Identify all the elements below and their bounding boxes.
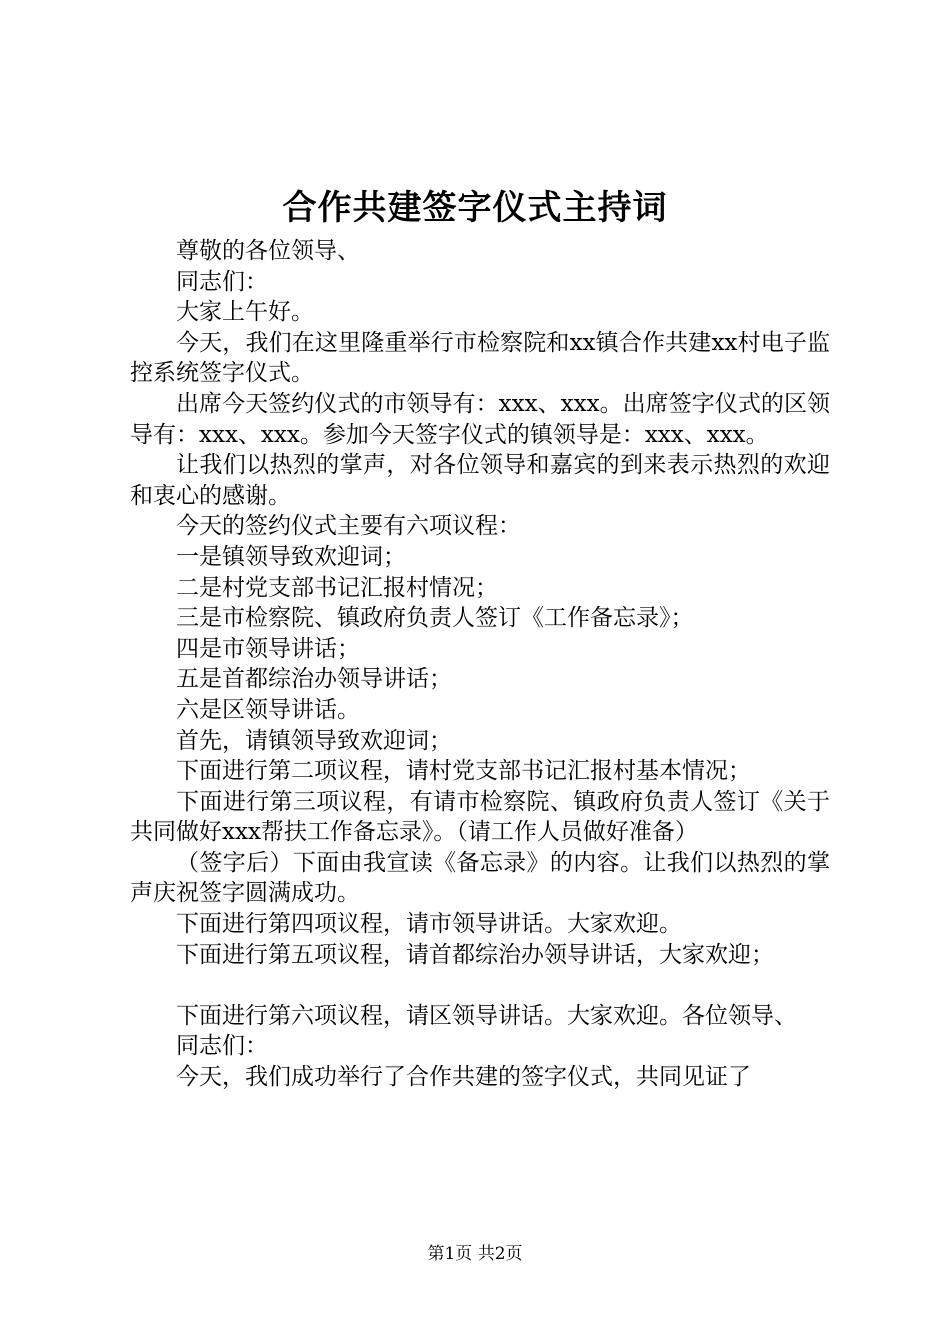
paragraph-third-item: 下面进行第三项议程，有请市检察院、镇政府负责人签订《关于共同做好xxx帮扶工作备忘录》。（请工作人员做好准备） [130, 788, 830, 846]
paragraph-opening: 今天，我们在这里隆重举行市检察院和xx镇合作共建xx村电子监控系统签字仪式。 [130, 329, 830, 387]
paragraph-welcome: 让我们以热烈的掌声，对各位领导和嘉宾的到来表示热烈的欢迎和衷心的感谢。 [130, 452, 830, 509]
paragraph-agenda-intro: 今天的签约仪式主要有六项议程： [176, 513, 521, 540]
agenda-item-5: 五是首都综治办领导讲话； [176, 666, 452, 693]
document-title: 合作共建签字仪式主持词 [282, 188, 668, 228]
paragraph-fourth-item: 下面进行第四项议程，请市领导讲话。大家欢迎。 [176, 911, 682, 938]
paragraph-after-signing: （签字后）下面由我宣读《备忘录》的内容。让我们以热烈的掌声庆祝签字圆满成功。 [130, 849, 830, 907]
document-body [130, 236, 830, 1093]
paragraph-attendees: 出席今天签约仪式的市领导有：xxx、xxx。出席签字仪式的区领导有：xxx、xxx。参加今天签字仪式的镇领导是：xxx、xxx。 [130, 390, 830, 448]
paragraph-greeting: 大家上午好。 [176, 299, 314, 326]
paragraph-salutation-2: 同志们： [176, 268, 268, 295]
paragraph-second-item: 下面进行第二项议程，请村党支部书记汇报村基本情况； [176, 758, 751, 785]
agenda-item-6: 六是区领导讲话。 [176, 696, 360, 723]
agenda-item-1: 一是镇领导致欢迎词； [176, 543, 406, 570]
agenda-item-3: 三是市检察院、镇政府负责人签订《工作备忘录》； [176, 605, 694, 632]
blank-line [130, 970, 830, 1001]
paragraph-salutation-1: 尊敬的各位领导、 [176, 238, 360, 264]
paragraph-closing-salutation: 同志们： [176, 1033, 268, 1060]
paragraph-first: 首先，请镇领导致欢迎词； [176, 727, 452, 754]
page-footer: 第1页 共2页 [427, 1244, 523, 1264]
paragraph-closing: 今天，我们成功举行了合作共建的签字仪式，共同见证了 [176, 1064, 751, 1091]
agenda-item-2: 二是村党支部书记汇报村情况； [176, 574, 498, 601]
paragraph-fifth-item: 下面进行第五项议程，请首都综治办领导讲话，大家欢迎； [176, 941, 774, 968]
paragraph-sixth-item: 下面进行第六项议程，请区领导讲话。大家欢迎。各位领导、 [176, 1002, 797, 1029]
agenda-item-4: 四是市领导讲话； [176, 635, 360, 662]
